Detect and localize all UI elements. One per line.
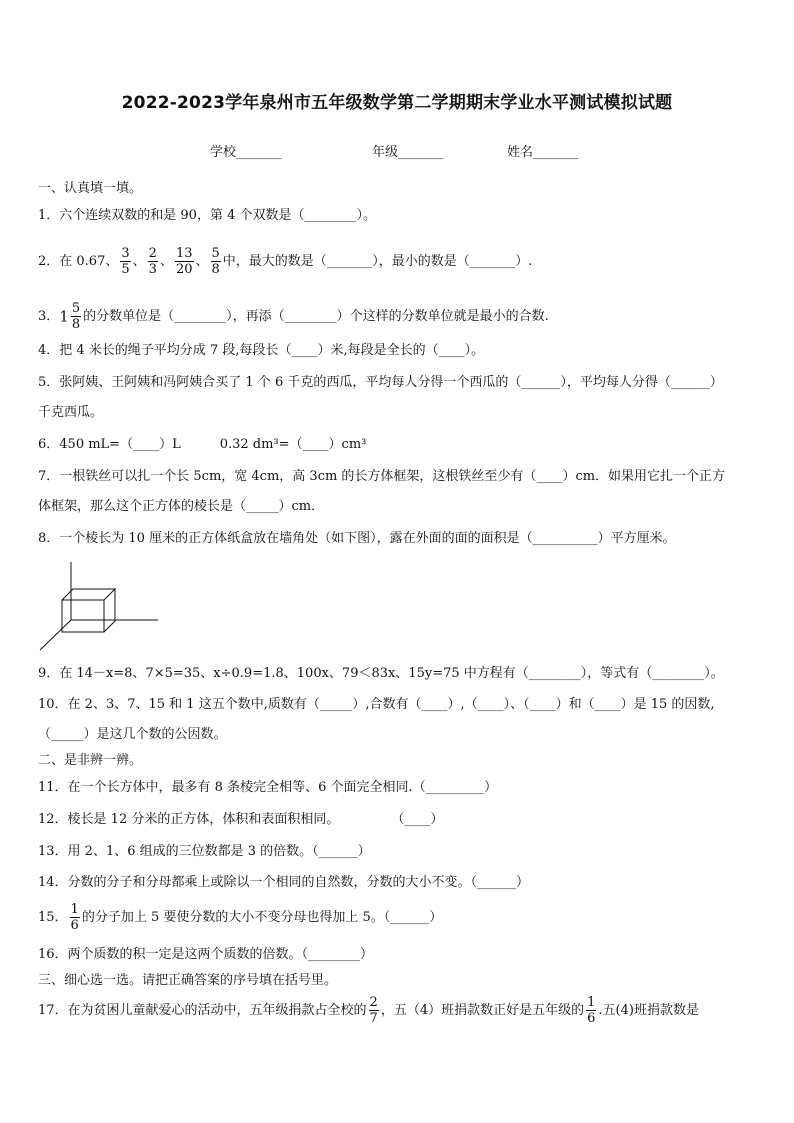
numerator: 1	[70, 902, 79, 917]
question-2	[38, 246, 532, 277]
numerator: 5	[71, 301, 81, 316]
denominator: 5	[121, 262, 130, 277]
fraction-2-3	[148, 246, 158, 277]
numerator: 1	[587, 995, 596, 1010]
name-field: 姓名_______	[507, 145, 579, 160]
question-10-line-2: （_____）是这几个数的公因数。	[38, 727, 227, 742]
floor-edge-diagonal	[40, 620, 71, 650]
separator: 、	[132, 254, 146, 269]
denominator: 7	[369, 1011, 378, 1026]
question-1: 1．六个连续双数的和是 90，第 4 个双数是（________）。	[38, 208, 376, 223]
numerator: 13	[175, 246, 193, 261]
question-17	[38, 995, 699, 1026]
question-3	[38, 301, 549, 332]
school-field: 学校_______	[210, 145, 282, 160]
cube-side-face	[104, 589, 115, 632]
grade-field: 年级_______	[372, 145, 444, 160]
question-3-prefix: 3．	[38, 309, 60, 324]
fraction-13-20	[175, 246, 194, 277]
question-15	[38, 902, 442, 933]
question-4: 4．把 4 米长的绳子平均分成 7 段,每段长（____）米,每段是全长的（____）。	[38, 343, 485, 358]
fraction-5-8	[71, 301, 81, 332]
numerator: 5	[211, 246, 220, 261]
question-15-prefix: 15．	[38, 910, 68, 925]
question-7-line-2: 体框架，那么这个正方体的棱长是（_____）cm．	[38, 499, 325, 514]
question-9: 9．在 14－x=8、7×5=35、x÷0.9=1.8、100x、79＜83x、15y=75 中方程有（________），等式有（________）。	[38, 666, 724, 681]
section-heading-2: 二、是非辨一辨。	[38, 753, 143, 768]
cube-front-face	[62, 600, 104, 632]
question-17-middle: ，五（4）班捐款数正好是五年级的	[380, 1003, 585, 1018]
question-7-line-1: 7．一根铁丝可以扎一个长 5cm，宽 4cm，高 3cm 的长方体框架，这根铁丝至少有（____）cm．如果用它扎一个正方	[38, 469, 726, 484]
denominator: 20	[175, 262, 193, 277]
section-heading-1: 一、认真填一填。	[38, 181, 143, 196]
separator: 、	[195, 254, 209, 269]
denominator: 8	[211, 262, 220, 277]
corner-cube-figure	[38, 556, 163, 652]
question-16: 16．两个质数的积一定是这两个质数的倍数。（________）	[38, 947, 374, 962]
question-2-suffix: 中，最大的数是（_______），最小的数是（_______）.	[222, 254, 533, 269]
question-13: 13．用 2、1、6 组成的三位数都是 3 的倍数。（______）	[38, 844, 371, 859]
numerator: 3	[121, 246, 130, 261]
denominator: 8	[71, 317, 81, 332]
question-2-prefix: 2．在 0.67、	[38, 254, 119, 269]
question-5-line-2: 千克西瓜。	[38, 405, 104, 420]
question-3-suffix: 的分数单位是（________），再添（________）个这样的分数单位就是最小的合数.	[83, 309, 549, 324]
numerator: 2	[148, 246, 157, 261]
cube-top-face	[62, 589, 115, 600]
separator: 、	[159, 254, 173, 269]
question-15-suffix: 的分子加上 5 要使分数的大小不变分母也得加上 5。（______）	[81, 910, 443, 925]
question-17-prefix: 17．在为贫困儿童献爱心的活动中，五年级捐款占全校的	[38, 1003, 367, 1018]
question-14: 14．分数的分子和分母都乘上或除以一个相同的自然数，分数的大小不变。（______）	[38, 875, 530, 890]
section-heading-3: 三、细心选一选。请把正确答案的序号填在括号里。	[38, 973, 338, 988]
denominator: 6	[587, 1011, 596, 1026]
question-11: 11．在一个长方体中，最多有 8 条棱完全相等、6 个面完全相同.（_________）	[38, 780, 498, 795]
question-17-suffix: .五(4)班捐款数是	[598, 1003, 699, 1018]
mixed-whole: 1	[59, 307, 69, 326]
fraction-5-8	[211, 246, 221, 277]
question-5-line-1: 5．张阿姨、王阿姨和冯阿姨合买了 1 个 6 千克的西瓜，平均每人分得一个西瓜的（______），平均每人分得（______）	[38, 375, 723, 390]
fraction-1-6	[70, 902, 80, 933]
question-6: 6．450 mL=（____）L 0.32 dm³=（____）cm³	[38, 437, 367, 452]
denominator: 3	[148, 262, 157, 277]
denominator: 6	[70, 918, 79, 933]
fraction-1-6	[586, 995, 596, 1026]
fraction-2-7	[369, 995, 379, 1026]
question-12: 12．棱长是 12 分米的正方体，体积和表面积相同。 （____）	[38, 812, 444, 827]
question-8: 8．一个棱长为 10 厘米的正方体纸盒放在墙角处（如下图），露在外面的面的面积是（__________）平方厘米。	[38, 531, 676, 546]
page-title: 2022-2023学年泉州市五年级数学第二学期期末学业水平测试模拟试题	[121, 93, 673, 113]
numerator: 2	[369, 995, 378, 1010]
fraction-3-5	[120, 246, 130, 277]
question-10-line-1: 10．在 2、3、7、15 和 1 这五个数中,质数有（_____）,合数有（____）,（____）、（____）和（____）是 15 的因数,	[38, 697, 715, 712]
